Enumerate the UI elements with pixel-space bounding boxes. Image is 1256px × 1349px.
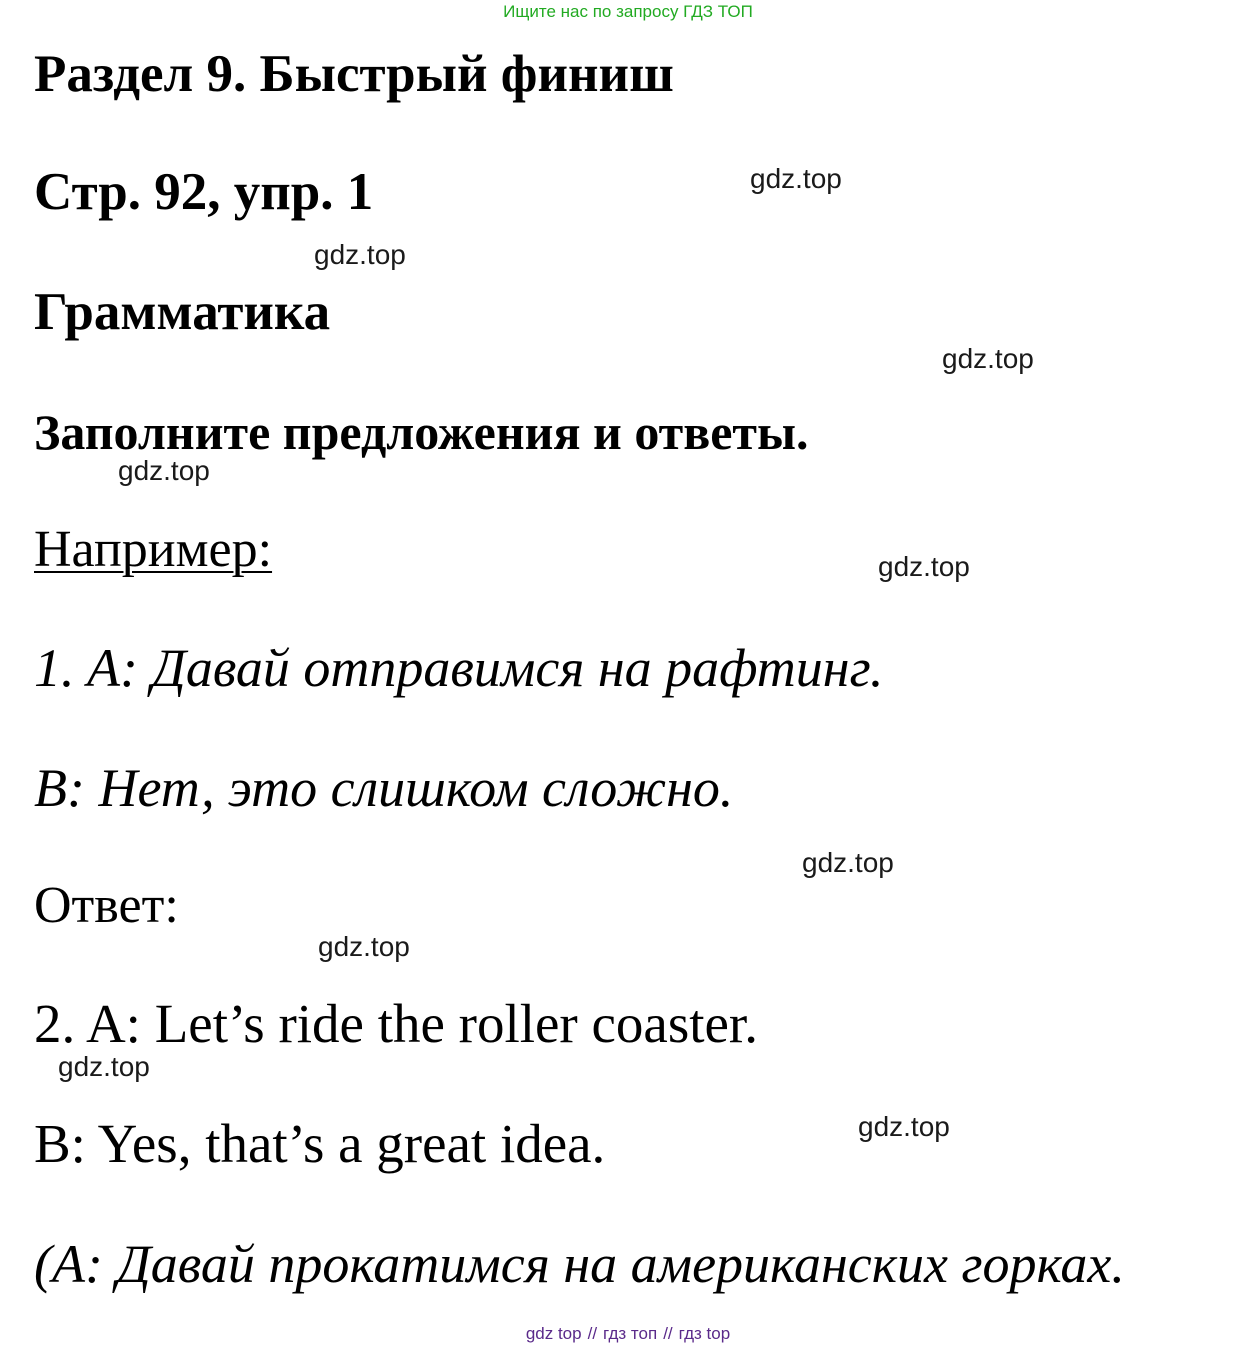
footer-link-gdz-top-ru[interactable]: гдз топ xyxy=(603,1324,658,1343)
watermark: gdz.top xyxy=(878,551,970,582)
section-title: Раздел 9. Быстрый финиш xyxy=(34,45,674,103)
watermark: gdz.top xyxy=(750,163,842,194)
watermark: gdz.top xyxy=(314,239,406,270)
answer-line-b: B: Yes, that’s a great idea. xyxy=(34,1113,606,1174)
task-instruction: Заполните предложения и ответы. xyxy=(34,404,809,460)
footer-link-gdz-top-mixed[interactable]: гдз top xyxy=(678,1324,731,1343)
footer-link-gdz-top[interactable]: gdz top xyxy=(525,1324,582,1343)
answer-line-a: 2. A: Let’s ride the roller coaster. xyxy=(34,993,758,1054)
watermark: gdz.top xyxy=(942,343,1034,374)
watermark: gdz.top xyxy=(802,847,894,878)
watermark: gdz.top xyxy=(58,1051,150,1082)
watermark: gdz.top xyxy=(318,931,410,962)
footer-links xyxy=(0,1322,1256,1346)
example-line-b: B: Нет, это слишком сложно. xyxy=(34,758,734,818)
page-exercise-title: Стр. 92, упр. 1 xyxy=(34,163,374,221)
answer-translation: (A: Давай прокатимся на американских горках. xyxy=(34,1234,1125,1294)
footer-separator: // xyxy=(663,1324,673,1343)
footer-separator: // xyxy=(587,1324,598,1343)
search-hint-link[interactable]: Ищите нас по запросу ГДЗ ТОП xyxy=(503,2,753,21)
watermark: gdz.top xyxy=(118,455,210,486)
watermark: gdz.top xyxy=(858,1111,950,1142)
example-line-a: 1. A: Давай отправимся на рафтинг. xyxy=(34,638,884,698)
topic-title: Грамматика xyxy=(34,283,331,341)
answer-label: Ответ: xyxy=(34,877,179,934)
example-label: Например: xyxy=(34,521,273,578)
top-banner xyxy=(0,0,1256,24)
